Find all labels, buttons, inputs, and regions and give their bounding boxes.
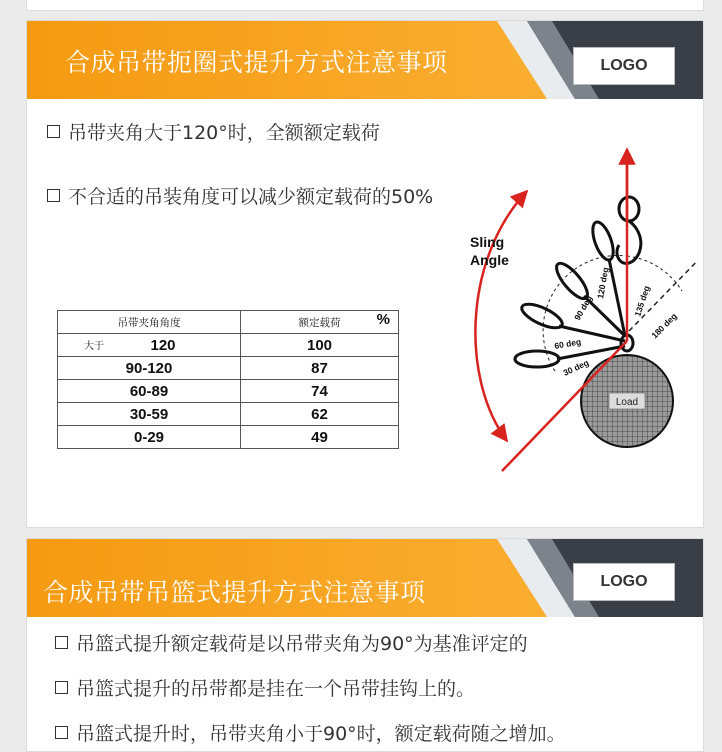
slide-title: 合成吊带扼圈式提升方式注意事项 [65, 48, 448, 77]
percent-symbol: % [376, 311, 390, 328]
load-cell: 49 [241, 426, 399, 449]
load-cell: 62 [241, 403, 399, 426]
table-row [58, 357, 399, 380]
angle-cell [58, 334, 241, 357]
deg-30-label: 30 deg [561, 357, 591, 378]
deg-90-label: 90 deg [572, 293, 595, 322]
table-row [58, 380, 399, 403]
bullet-text: 吊篮式提升的吊带都是挂在一个吊带挂钩上的。 [76, 678, 476, 700]
red-angle-arc-arrow [475, 191, 527, 441]
slide-basket-hitch [26, 538, 704, 752]
slide-banner [27, 21, 703, 99]
bullet-item [55, 719, 566, 746]
slide-choker-hitch [26, 20, 704, 528]
rated-load-table [57, 310, 399, 449]
column-header-load-text: 额定载荷 [298, 316, 341, 329]
logo-placeholder: LOGO [573, 47, 675, 85]
table-header-row [58, 311, 399, 334]
column-header-angle: 吊带夹角角度 [58, 311, 241, 334]
checkbox-bullet-icon [55, 681, 68, 694]
angle-prefix: 大于 [84, 341, 104, 352]
load-label: Load [615, 397, 639, 408]
angle-cell: 90-120 [58, 357, 241, 380]
load-cell: 74 [241, 380, 399, 403]
deg-180-label: 180 deg [649, 310, 679, 341]
load-cell: 87 [241, 357, 399, 380]
slide-title: 合成吊带吊篮式提升方式注意事项 [43, 578, 426, 607]
bullet-item [47, 182, 433, 209]
deg-120-label: 120 deg [595, 266, 611, 300]
checkbox-bullet-icon [55, 726, 68, 739]
sling-angle-label-line2: Angle [470, 252, 509, 268]
table-row [58, 403, 399, 426]
bullet-text: 吊篮式提升时，吊带夹角小于90°时，额定载荷随之增加。 [76, 723, 566, 745]
checkbox-bullet-icon [47, 125, 60, 138]
deg-60-label: 60 deg [553, 336, 582, 351]
hook-icon [617, 197, 641, 263]
bullet-item [55, 629, 528, 656]
sling-angle-label-line1: Sling [470, 234, 505, 250]
angle-cell: 0-29 [58, 426, 241, 449]
table-row [58, 426, 399, 449]
angle-value: 120 [150, 336, 176, 354]
column-header-load [241, 311, 399, 334]
previous-slide-edge [26, 0, 704, 11]
logo-placeholder: LOGO [573, 563, 675, 601]
checkbox-bullet-icon [47, 189, 60, 202]
bullet-item [55, 674, 475, 701]
angle-cell: 30-59 [58, 403, 241, 426]
angle-cell: 60-89 [58, 380, 241, 403]
bullet-text: 不合适的吊装角度可以减少额定载荷的50% [68, 186, 434, 208]
load-cell: 100 [241, 334, 399, 357]
table-row [58, 334, 399, 357]
deg-135-label: 135 deg [632, 284, 652, 318]
slide-banner [27, 539, 703, 617]
bullet-text: 吊带夹角大于120°时，全额额定载荷 [68, 122, 380, 144]
bullet-item [47, 118, 380, 145]
sling-angle-diagram [407, 141, 697, 521]
bullet-text: 吊篮式提升额定载荷是以吊带夹角为90°为基准评定的 [76, 633, 528, 655]
checkbox-bullet-icon [55, 636, 68, 649]
